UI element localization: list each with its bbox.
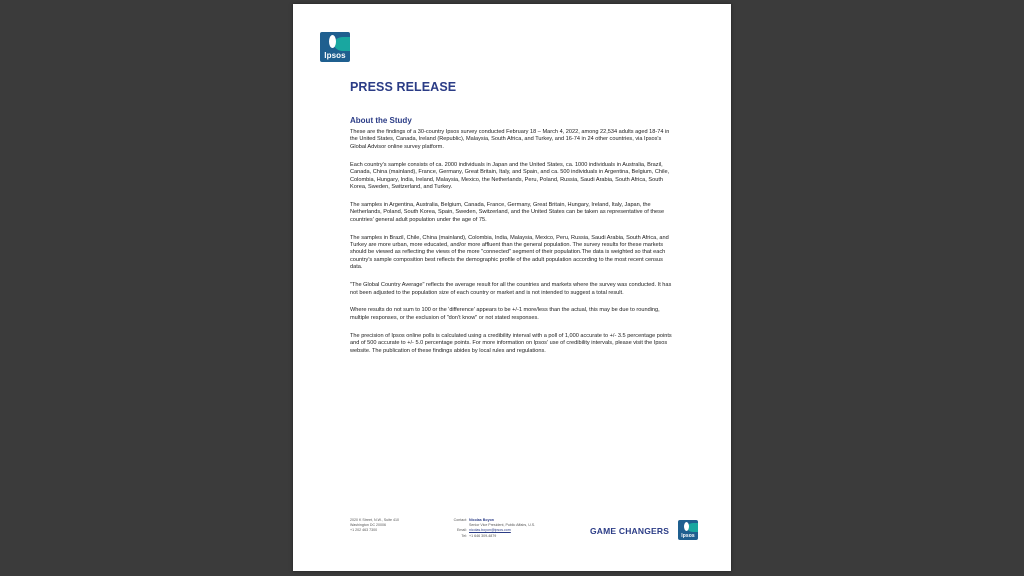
paragraph: Where results do not sum to 100 or the 'difference' appears to be +/-1 more/less than the actual, this may be due to rounding, multiple responses, or the exclusion of "don't know" or not stated responses. — [350, 307, 660, 321]
contact-tel-row — [445, 534, 535, 539]
logo-mark — [329, 35, 336, 48]
address-line: Washington DC 20006 — [350, 523, 387, 528]
logo-text: Ipsos — [324, 51, 346, 60]
address-line: 2020 K Street, N.W., Suite 410 — [350, 518, 399, 522]
paragraph: These are the findings of a 30-country Ipsos survey conducted February 18 – March 4, 2022, among 22,534 adults aged 18-74 in the United States, Canada, Ireland (Republic), Malaysia, South Africa, and Turkey, and 16-74 in 24 other countries, via Ipsos's Global Advisor online survey platform. — [350, 129, 670, 150]
footer-address — [350, 518, 399, 534]
contact-role: Senior Vice President, Public Affairs, U.S. — [469, 523, 536, 528]
section-heading: About the Study — [350, 116, 412, 125]
ipsos-logo — [320, 32, 350, 62]
contact-email-link[interactable]: nicolas.boyon@ipsos.com — [469, 528, 511, 533]
footer-contact — [445, 518, 535, 539]
paragraph: "The Global Country Average" reflects the average result for all the countries and markets where the survey was conducted. It has not been adjusted to the population size of each country or market and is not intended to suggest a total result. — [350, 282, 672, 296]
email-label: Email: — [457, 528, 467, 533]
contact-label: Contact: — [453, 518, 467, 522]
contact-name: Nicolas Boyon — [469, 518, 494, 522]
paragraph: The samples in Brazil, Chile, China (mainland), Colombia, India, Malaysia, Mexico, Peru, Russia, Saudi Arabia, South Africa, and Turkey are more urban, more educated, and/or more affluent than the general population. The survey results for these markets should be viewed as reflecting the views of the more "connected" segment of their population.The data is weighted so that each country's sample composition best reflects the demographic profile of the adult population according to the most recent census data. — [350, 234, 669, 271]
tel-label: Tel: — [461, 533, 467, 538]
logo-mark — [684, 522, 689, 531]
page-title: PRESS RELEASE — [350, 80, 457, 94]
document-page — [293, 4, 731, 571]
logo-text: Ipsos — [681, 533, 695, 539]
paragraph: Each country's sample consists of ca. 2000 individuals in Japan and the United States, ca. 1000 individuals in Australia, Brazil, Canada, China (mainland), France, Germany, Great Britain, Italy, and Spain, and ca. 500 individuals in Argentina, Belgium, Chile, Colombia, Hungary, India, Ireland, Malaysia, Mexico, the Netherlands, Peru, Poland, Russia, Saudi Arabia, South Africa, South Korea, Sweden, Switzerland, and Turkey. — [350, 161, 670, 190]
logo-swoosh — [334, 37, 350, 51]
paragraph: The precision of Ipsos online polls is calculated using a credibility interval with a poll of 1,000 accurate to +/- 3.5 percentage points and of 500 accurate to +/- 5.0 percentage points. For more information on Ipsos' use of credibility intervals, please visit the Ipsos website. The publication of these findings abides by local rules and regulations. — [350, 332, 672, 354]
address-line: +1 202 463 7300 — [350, 528, 378, 533]
paragraph: The samples in Argentina, Australia, Belgium, Canada, France, Germany, Great Britain, Hungary, Ireland, Italy, Japan, the Netherlands, Poland, South Korea, Spain, Sweden, Switzerland, and the United States can be taken as representative of these countries' general adult population under the age of 75. — [350, 201, 665, 223]
body-text — [350, 129, 672, 365]
footer-ipsos-logo — [678, 520, 698, 540]
contact-tel: +1 646 309-4879 — [469, 533, 497, 538]
footer-tagline: GAME CHANGERS — [590, 526, 670, 536]
